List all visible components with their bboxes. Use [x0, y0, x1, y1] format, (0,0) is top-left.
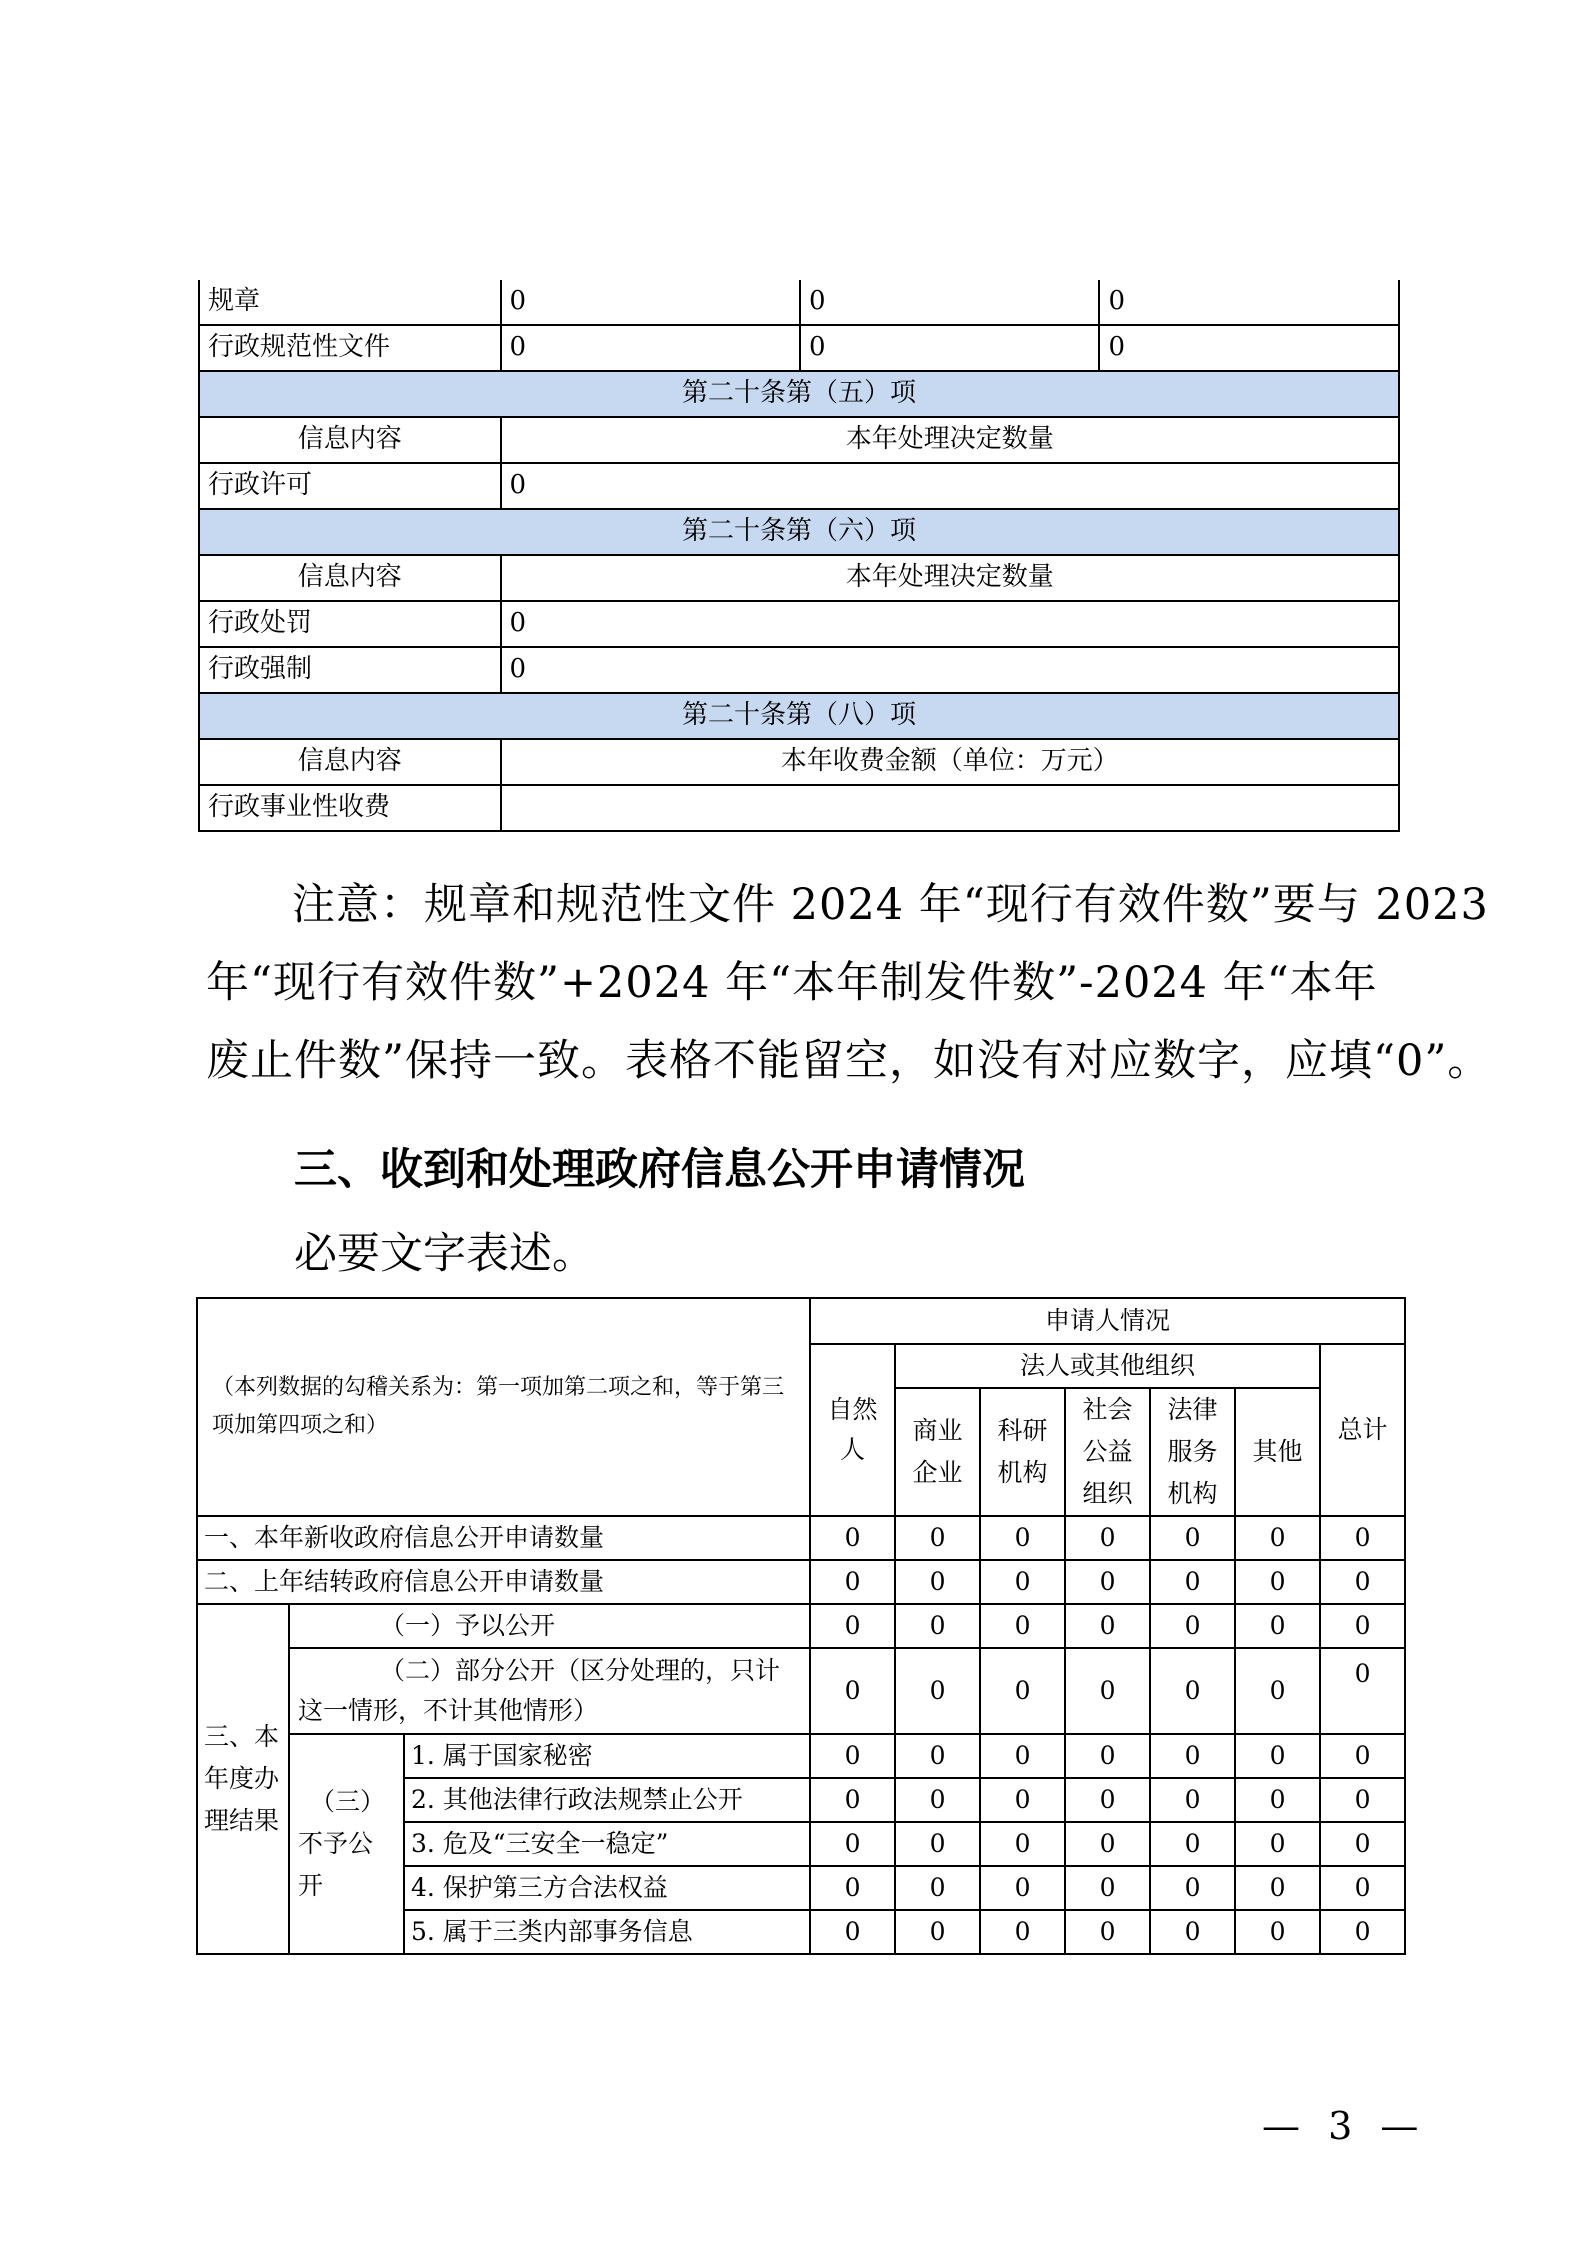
cell-value: 0: [1235, 1734, 1320, 1778]
cell-value: 0: [1235, 1648, 1320, 1734]
table-row: [199, 280, 1399, 325]
cell-value: 0: [1235, 1822, 1320, 1866]
row-label: （一）予以公开: [289, 1604, 810, 1648]
cell-value: 0: [1150, 1516, 1235, 1560]
note-line: 废止件数”保持一致。表格不能留空，如没有对应数字，应填“0”。: [206, 1036, 1492, 1086]
note-paragraph: [206, 866, 1492, 1100]
section-row: [199, 371, 1399, 417]
table-row: [199, 647, 1399, 693]
table-row: [199, 325, 1399, 371]
cell-value: 0: [1320, 1648, 1405, 1734]
rules-table: [198, 280, 1400, 832]
cell-value: 0: [1150, 1866, 1235, 1910]
section-title: 第二十条第（六）项: [199, 509, 1399, 555]
header-row: [199, 417, 1399, 463]
cell-value: 0: [501, 601, 1400, 647]
cell-value: 0: [501, 280, 800, 325]
cell-value: 0: [1099, 325, 1399, 371]
cell-value: 0: [895, 1734, 980, 1778]
header-count: 本年处理决定数量: [501, 417, 1400, 463]
table-row: [197, 1560, 1405, 1604]
cell-value: 0: [895, 1560, 980, 1604]
cell-value: 0: [1320, 1734, 1405, 1778]
table-row: [199, 785, 1399, 831]
header-info-content: 信息内容: [199, 417, 501, 463]
header-info-content: 信息内容: [199, 739, 501, 785]
cell-value: 0: [980, 1516, 1065, 1560]
not-disclosed-label: （三）不予公开: [289, 1734, 404, 1954]
cell-value: 0: [980, 1778, 1065, 1822]
table-row: [199, 463, 1399, 509]
cell-value: 0: [810, 1822, 895, 1866]
table-row: [197, 1734, 1405, 1778]
table-row: [197, 1648, 1405, 1734]
cell-value: 0: [1320, 1866, 1405, 1910]
row-label: 1. 属于国家秘密: [404, 1734, 810, 1778]
cell-value: 0: [1235, 1866, 1320, 1910]
header-row: [199, 555, 1399, 601]
cell-value: 0: [1235, 1516, 1320, 1560]
section-row: [199, 509, 1399, 555]
cell-value: [501, 785, 1400, 831]
cell-value: 0: [1065, 1516, 1150, 1560]
cell-value: 0: [1065, 1734, 1150, 1778]
cell-value: 0: [895, 1778, 980, 1822]
col-header: 法律服务机构: [1150, 1388, 1235, 1516]
cell-value: 0: [810, 1910, 895, 1954]
row-label: 规章: [199, 280, 501, 325]
cell-value: 0: [1150, 1910, 1235, 1954]
legal-header: 法人或其他组织: [895, 1344, 1320, 1388]
cell-value: 0: [1235, 1560, 1320, 1604]
row-label: 4. 保护第三方合法权益: [404, 1866, 810, 1910]
cell-value: 0: [895, 1604, 980, 1648]
cell-value: 0: [980, 1734, 1065, 1778]
cell-value: 0: [895, 1822, 980, 1866]
cell-value: 0: [980, 1648, 1065, 1734]
col-header: 科研机构: [980, 1388, 1065, 1516]
cell-value: 0: [980, 1560, 1065, 1604]
table-row: [197, 1604, 1405, 1648]
natural-person-header: 自然人: [810, 1344, 895, 1516]
row-label: 行政事业性收费: [199, 785, 501, 831]
page-number: — 3 —: [1262, 2104, 1427, 2148]
cell-value: 0: [501, 647, 1400, 693]
cell-value: 0: [810, 1516, 895, 1560]
row-label: （二）部分公开（区分处理的，只计这一情形，不计其他情形）: [289, 1648, 810, 1734]
cell-value: 0: [1150, 1560, 1235, 1604]
row-label: 二、上年结转政府信息公开申请数量: [197, 1560, 810, 1604]
cell-value: 0: [1150, 1604, 1235, 1648]
cell-value: 0: [1065, 1560, 1150, 1604]
cell-value: 0: [810, 1560, 895, 1604]
header-count: 本年处理决定数量: [501, 555, 1400, 601]
row-label: 行政强制: [199, 647, 501, 693]
cell-value: 0: [980, 1910, 1065, 1954]
section-title: 第二十条第（五）项: [199, 371, 1399, 417]
applications-table: [196, 1297, 1406, 1955]
cell-value: 0: [810, 1648, 895, 1734]
row-label: 行政许可: [199, 463, 501, 509]
cell-value: 0: [1320, 1910, 1405, 1954]
table-row: [197, 1516, 1405, 1560]
cell-value: 0: [1099, 280, 1399, 325]
row-label: 2. 其他法律行政法规禁止公开: [404, 1778, 810, 1822]
result-group-label: 三、本年度办理结果: [197, 1604, 289, 1954]
relation-note: （本列数据的勾稽关系为：第一项加第二项之和，等于第三项加第四项之和）: [197, 1298, 810, 1516]
cell-value: 0: [501, 325, 800, 371]
section-row: [199, 693, 1399, 739]
cell-value: 0: [1320, 1560, 1405, 1604]
cell-value: 0: [1150, 1778, 1235, 1822]
cell-value: 0: [810, 1778, 895, 1822]
cell-value: 0: [810, 1866, 895, 1910]
cell-value: 0: [1065, 1778, 1150, 1822]
note-line: 年“现行有效件数”+2024 年“本年制发件数”-2024 年“本年: [206, 958, 1378, 1008]
cell-value: 0: [1235, 1778, 1320, 1822]
col-header: 商业企业: [895, 1388, 980, 1516]
cell-value: 0: [980, 1866, 1065, 1910]
cell-value: 0: [1150, 1822, 1235, 1866]
cell-value: 0: [895, 1516, 980, 1560]
cell-value: 0: [895, 1910, 980, 1954]
applicant-header: 申请人情况: [810, 1298, 1405, 1344]
cell-value: 0: [810, 1604, 895, 1648]
row-label: 3. 危及“三安全一稳定”: [404, 1822, 810, 1866]
cell-value: 0: [980, 1604, 1065, 1648]
cell-value: 0: [800, 280, 1099, 325]
cell-value: 0: [1320, 1516, 1405, 1560]
cell-value: 0: [895, 1648, 980, 1734]
row-label: 一、本年新收政府信息公开申请数量: [197, 1516, 810, 1560]
cell-value: 0: [1150, 1648, 1235, 1734]
cell-value: 0: [895, 1866, 980, 1910]
cell-value: 0: [1065, 1648, 1150, 1734]
header-amount: 本年收费金额（单位：万元）: [501, 739, 1400, 785]
cell-value: 0: [1065, 1604, 1150, 1648]
col-header: 其他: [1235, 1388, 1320, 1516]
note-line: 注意：规章和规范性文件 2024 年“现行有效件数”要与 2023: [292, 880, 1489, 930]
col-header: 社会公益组织: [1065, 1388, 1150, 1516]
cell-value: 0: [1065, 1866, 1150, 1910]
row-label: 行政处罚: [199, 601, 501, 647]
cell-value: 0: [1320, 1604, 1405, 1648]
cell-value: 0: [810, 1734, 895, 1778]
cell-value: 0: [1320, 1822, 1405, 1866]
header-row: [199, 739, 1399, 785]
total-header: 总计: [1320, 1344, 1405, 1516]
header-info-content: 信息内容: [199, 555, 501, 601]
section-text: 必要文字表述。: [294, 1229, 595, 1279]
section-heading: 三、收到和处理政府信息公开申请情况: [294, 1145, 1025, 1195]
cell-value: 0: [800, 325, 1099, 371]
section-title: 第二十条第（八）项: [199, 693, 1399, 739]
header-row: [197, 1298, 1405, 1344]
row-label: 5. 属于三类内部事务信息: [404, 1910, 810, 1954]
row-label: 行政规范性文件: [199, 325, 501, 371]
cell-value: 0: [1320, 1778, 1405, 1822]
cell-value: 0: [1235, 1604, 1320, 1648]
cell-value: 0: [1150, 1734, 1235, 1778]
cell-value: 0: [501, 463, 1400, 509]
cell-value: 0: [980, 1822, 1065, 1866]
cell-value: 0: [1235, 1910, 1320, 1954]
cell-value: 0: [1065, 1822, 1150, 1866]
cell-value: 0: [1065, 1910, 1150, 1954]
table-row: [199, 601, 1399, 647]
